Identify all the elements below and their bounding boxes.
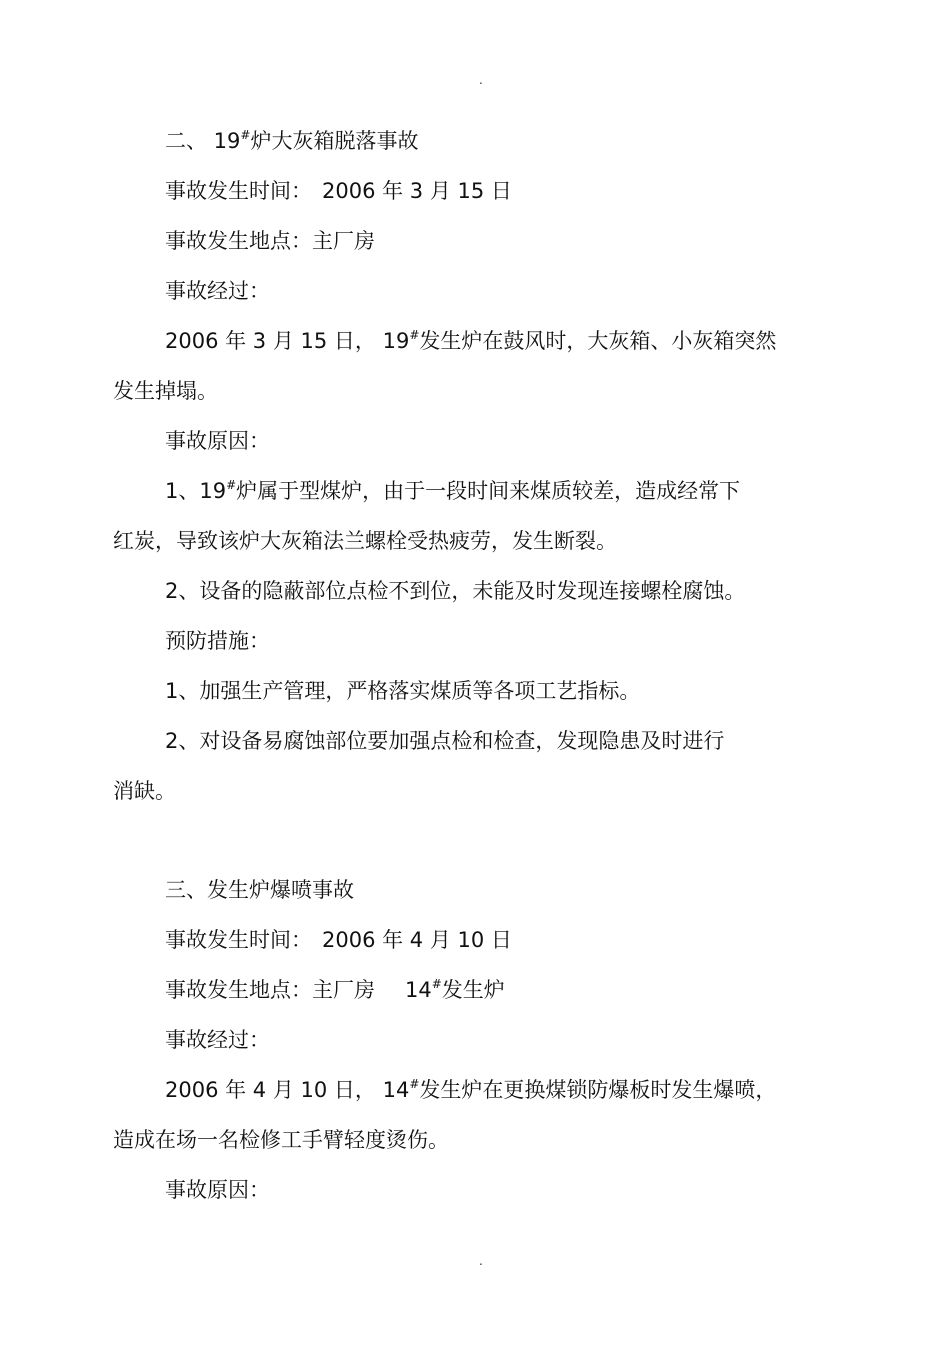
page-mark-top: . bbox=[479, 73, 483, 87]
section2-prevent1: 1、加强生产管理，严格落实煤质等各项工艺指标。 bbox=[165, 679, 641, 703]
section2-cause1-line1 bbox=[165, 476, 740, 506]
section3-process-line2: 造成在场一名检修工手臂轻度烫伤。 bbox=[113, 1128, 449, 1152]
section3-place-value-c: 发生炉 bbox=[441, 978, 505, 1002]
page-mark-bottom: . bbox=[479, 1254, 483, 1268]
section2-time-value: 2006 年 3 月 15 日 bbox=[322, 179, 512, 203]
section2-cause1-line1-b: 炉属于型煤炉，由于一段时间来煤质较差，造成经常下 bbox=[236, 479, 741, 503]
section3-place bbox=[165, 975, 505, 1005]
section2-time bbox=[165, 176, 512, 206]
section2-prevent-label: 预防措施： bbox=[165, 629, 270, 653]
section3-cause-label: 事故原因： bbox=[165, 1178, 270, 1202]
section3-process-line1 bbox=[165, 1075, 776, 1105]
section2-cause1-line2: 红炭，导致该炉大灰箱法兰螺栓受热疲劳，发生断裂。 bbox=[113, 529, 617, 553]
section2-place bbox=[165, 226, 375, 256]
section2-cause-label: 事故原因： bbox=[165, 429, 270, 453]
section2-cause1-line1-a: 1、19 bbox=[165, 479, 227, 503]
section3-time-label: 事故发生时间： bbox=[165, 928, 312, 952]
section3-process-line1-b: 发生炉在更换煤锁防爆板时发生爆喷， bbox=[419, 1078, 777, 1102]
section3-place-value-a: 主厂房 bbox=[312, 978, 375, 1002]
section3-place-value-b: 14 bbox=[405, 978, 432, 1002]
section2-place-label: 事故发生地点： bbox=[165, 229, 312, 253]
section2-time-label: 事故发生时间： bbox=[165, 179, 312, 203]
section2-process-line1-sup: # bbox=[409, 328, 420, 342]
section3-place-value-sup: # bbox=[431, 977, 442, 991]
section2-process-label: 事故经过： bbox=[165, 279, 270, 303]
section2-title-suffix: 炉大灰箱脱落事故 bbox=[250, 129, 419, 153]
section3-process-line1-sup: # bbox=[409, 1077, 420, 1091]
section2-process-line2: 发生掉塌。 bbox=[113, 379, 218, 403]
section2-title bbox=[165, 126, 418, 156]
section3-place-label: 事故发生地点： bbox=[165, 978, 312, 1002]
section3-title: 三、发生炉爆喷事故 bbox=[165, 878, 354, 902]
section3-time bbox=[165, 925, 512, 955]
section2-prevent2-line1: 2、对设备易腐蚀部位要加强点检和检查，发现隐患及时进行 bbox=[165, 729, 725, 753]
section2-place-value: 主厂房 bbox=[312, 229, 375, 253]
section2-process-line1-b: 发生炉在鼓风时，大灰箱、小灰箱突然 bbox=[419, 329, 777, 353]
section2-process-line1-a: 2006 年 3 月 15 日， 19 bbox=[165, 329, 410, 353]
section3-time-value: 2006 年 4 月 10 日 bbox=[322, 928, 512, 952]
section2-title-sup: # bbox=[240, 128, 251, 142]
section2-prevent2-line2: 消缺。 bbox=[113, 779, 176, 803]
section2-process-line1 bbox=[165, 326, 776, 356]
section3-process-line1-a: 2006 年 4 月 10 日， 14 bbox=[165, 1078, 410, 1102]
section2-title-prefix: 二、 19 bbox=[165, 129, 241, 153]
section3-process-label: 事故经过： bbox=[165, 1028, 270, 1052]
section2-cause1-line1-sup: # bbox=[226, 478, 237, 492]
section2-cause2: 2、设备的隐蔽部位点检不到位，未能及时发现连接螺栓腐蚀。 bbox=[165, 579, 746, 603]
